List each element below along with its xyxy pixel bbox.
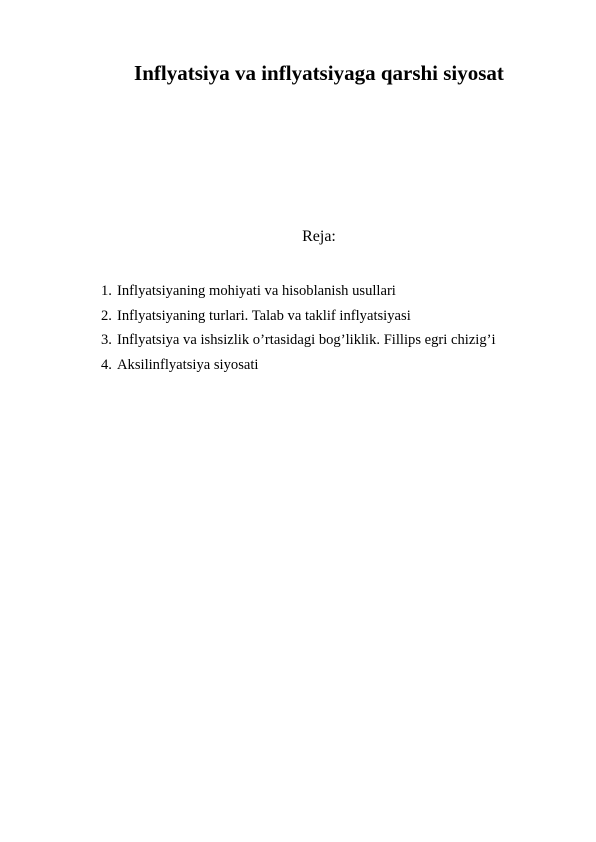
plan-item-number: 4.	[101, 356, 112, 373]
plan-list	[101, 283, 496, 381]
plan-item-2	[101, 308, 496, 325]
document-title: Inflyatsiya va inflyatsiyaga qarshi siyosat	[134, 61, 504, 85]
plan-item-number: 3.	[101, 332, 112, 349]
plan-item-text: Aksilinflyatsiya siyosati	[117, 356, 259, 373]
plan-item-1	[101, 283, 496, 300]
plan-item-3	[101, 332, 496, 349]
plan-heading: Reja:	[302, 228, 336, 245]
plan-item-text: Inflyatsiyaning mohiyati va hisoblanish usullari	[117, 283, 396, 299]
plan-item-text: Inflyatsiya va ishsizlik o’rtasidagi bog’liklik. Fillips egri chizig’i	[117, 332, 496, 349]
plan-item-number: 1.	[101, 283, 112, 299]
plan-item-4	[101, 357, 496, 374]
plan-item-number: 2.	[101, 307, 112, 324]
plan-item-text: Inflyatsiyaning turlari. Talab va taklif inflyatsiyasi	[117, 307, 411, 324]
